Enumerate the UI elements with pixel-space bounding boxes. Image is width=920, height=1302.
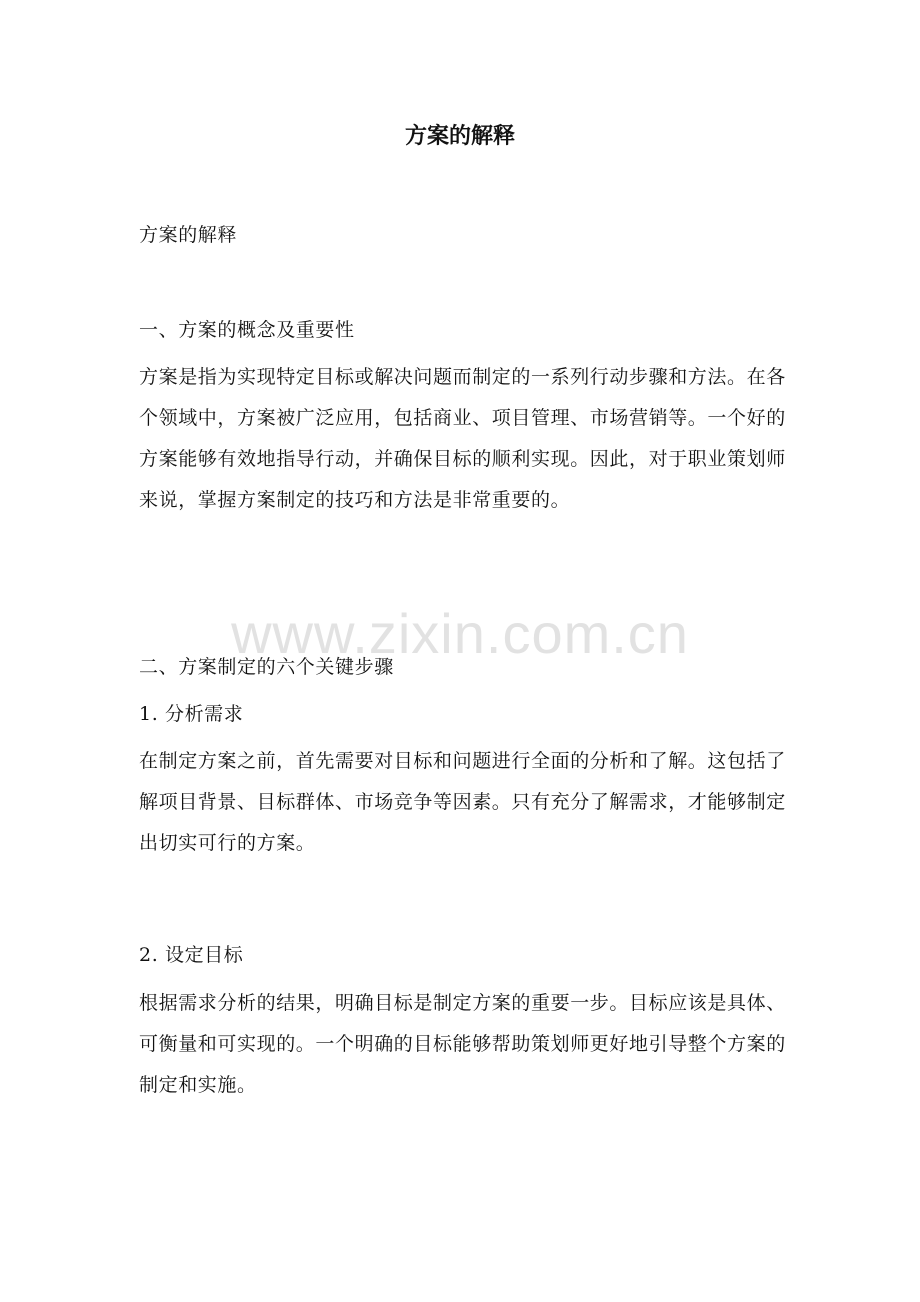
section-heading-concept: 一、方案的概念及重要性 [139,319,355,341]
step-title-set-goals: 2. 设定目标 [139,944,244,966]
step-title-analyze-needs: 1. 分析需求 [139,703,244,725]
document-title: 方案的解释 [404,123,515,149]
watermark: www.zixin.com.cn [231,602,689,665]
paragraph-set-goals: 根据需求分析的结果，明确目标是制定方案的重要一步。目标应该是具体、可衡量和可实现的。一个明确的目标能够帮助策划师更好地引导整个方案的制定和实施。 [139,992,786,1096]
paragraph-concept: 方案是指为实现特定目标或解决问题而制定的一系列行动步骤和方法。在各个领域中，方案被广泛应用，包括商业、项目管理、市场营销等。一个好的方案能够有效地指导行动，并确保目标的顺利实现。因此，对于职业策划师来说，掌握方案制定的技巧和方法是非常重要的。 [139,366,786,511]
section-heading-steps: 二、方案制定的六个关键步骤 [139,656,394,678]
paragraph-analyze-needs: 在制定方案之前，首先需要对目标和问题进行全面的分析和了解。这包括了解项目背景、目标群体、市场竞争等因素。只有充分了解需求，才能够制定出切实可行的方案。 [139,750,786,854]
document-subtitle: 方案的解释 [139,224,238,246]
